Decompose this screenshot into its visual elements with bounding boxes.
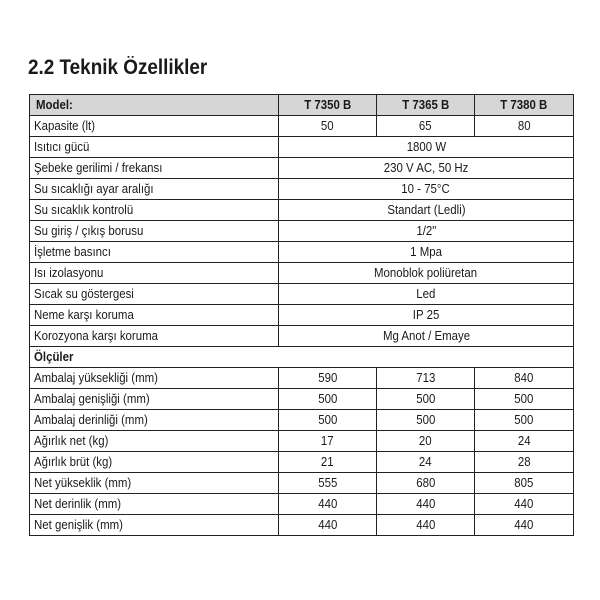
dimension-value: 555 xyxy=(279,473,377,494)
table-row xyxy=(30,158,574,179)
model-header-t7380b: T 7380 B xyxy=(475,95,574,116)
spec-label: İşletme basıncı xyxy=(30,242,279,263)
spec-value-shared: 1/2" xyxy=(279,221,574,242)
dimension-value: 20 xyxy=(377,431,475,452)
dimension-value: 440 xyxy=(377,515,475,536)
spec-value-shared: 1800 W xyxy=(279,137,574,158)
dimension-value: 21 xyxy=(279,452,377,473)
dimension-label: Net genişlik (mm) xyxy=(30,515,279,536)
spec-value-shared: Mg Anot / Emaye xyxy=(279,326,574,347)
table-row xyxy=(30,515,574,536)
spec-label: Su giriş / çıkış borusu xyxy=(30,221,279,242)
dimension-label: Ambalaj genişliği (mm) xyxy=(30,389,279,410)
dimension-value: 680 xyxy=(377,473,475,494)
model-header-t7365b: T 7365 B xyxy=(377,95,475,116)
dimension-value: 500 xyxy=(377,389,475,410)
spec-value-shared: 1 Mpa xyxy=(279,242,574,263)
dimension-value: 840 xyxy=(475,368,574,389)
spec-label: Isı izolasyonu xyxy=(30,263,279,284)
section-row-dimensions xyxy=(30,347,574,368)
spec-label: Kapasite (lt) xyxy=(30,116,279,137)
table-row xyxy=(30,179,574,200)
model-header-label: Model: xyxy=(30,95,279,116)
dimension-label: Ambalaj derinliği (mm) xyxy=(30,410,279,431)
dimension-value: 590 xyxy=(279,368,377,389)
dimension-value: 805 xyxy=(475,473,574,494)
table-row xyxy=(30,221,574,242)
table-row xyxy=(30,242,574,263)
table-row xyxy=(30,305,574,326)
table-row xyxy=(30,473,574,494)
dimension-value: 500 xyxy=(279,389,377,410)
spec-label: Sıcak su göstergesi xyxy=(30,284,279,305)
spec-value-shared: IP 25 xyxy=(279,305,574,326)
dimension-value: 440 xyxy=(475,515,574,536)
dimension-value: 440 xyxy=(475,494,574,515)
dimension-label: Net yükseklik (mm) xyxy=(30,473,279,494)
table-row xyxy=(30,368,574,389)
section-heading: Ölçüler xyxy=(30,347,574,368)
spec-table xyxy=(29,94,574,536)
spec-table-body xyxy=(30,95,574,536)
dimension-label: Ağırlık brüt (kg) xyxy=(30,452,279,473)
dimension-value: 500 xyxy=(475,410,574,431)
spec-label: Isıtıcı gücü xyxy=(30,137,279,158)
dimension-label: Ambalaj yüksekliği (mm) xyxy=(30,368,279,389)
spec-value-shared: Monoblok poliüretan xyxy=(279,263,574,284)
dimension-value: 500 xyxy=(475,389,574,410)
dimension-value: 24 xyxy=(377,452,475,473)
dimension-value: 713 xyxy=(377,368,475,389)
dimension-value: 24 xyxy=(475,431,574,452)
table-row xyxy=(30,494,574,515)
spec-label: Neme karşı koruma xyxy=(30,305,279,326)
spec-value: 80 xyxy=(475,116,574,137)
spec-label: Su sıcaklık kontrolü xyxy=(30,200,279,221)
spec-label: Korozyona karşı koruma xyxy=(30,326,279,347)
table-row xyxy=(30,263,574,284)
table-row xyxy=(30,116,574,137)
table-row xyxy=(30,452,574,473)
page-title: 2.2 Teknik Özellikler xyxy=(28,56,208,79)
dimension-value: 440 xyxy=(279,515,377,536)
model-header-t7350b: T 7350 B xyxy=(279,95,377,116)
table-row xyxy=(30,431,574,452)
dimension-value: 440 xyxy=(377,494,475,515)
dimension-value: 440 xyxy=(279,494,377,515)
table-header-row xyxy=(30,95,574,116)
spec-value-shared: 230 V AC, 50 Hz xyxy=(279,158,574,179)
dimension-value: 500 xyxy=(377,410,475,431)
spec-label: Su sıcaklığı ayar aralığı xyxy=(30,179,279,200)
table-row xyxy=(30,200,574,221)
table-row xyxy=(30,326,574,347)
spec-value: 65 xyxy=(377,116,475,137)
dimension-label: Ağırlık net (kg) xyxy=(30,431,279,452)
dimension-value: 17 xyxy=(279,431,377,452)
table-row xyxy=(30,137,574,158)
spec-value-shared: 10 - 75°C xyxy=(279,179,574,200)
spec-value-shared: Standart (Ledli) xyxy=(279,200,574,221)
dimension-value: 500 xyxy=(279,410,377,431)
dimension-value: 28 xyxy=(475,452,574,473)
table-row xyxy=(30,410,574,431)
spec-label: Şebeke gerilimi / frekansı xyxy=(30,158,279,179)
table-row xyxy=(30,389,574,410)
spec-value-shared: Led xyxy=(279,284,574,305)
dimension-label: Net derinlik (mm) xyxy=(30,494,279,515)
spec-value: 50 xyxy=(279,116,377,137)
table-row xyxy=(30,284,574,305)
